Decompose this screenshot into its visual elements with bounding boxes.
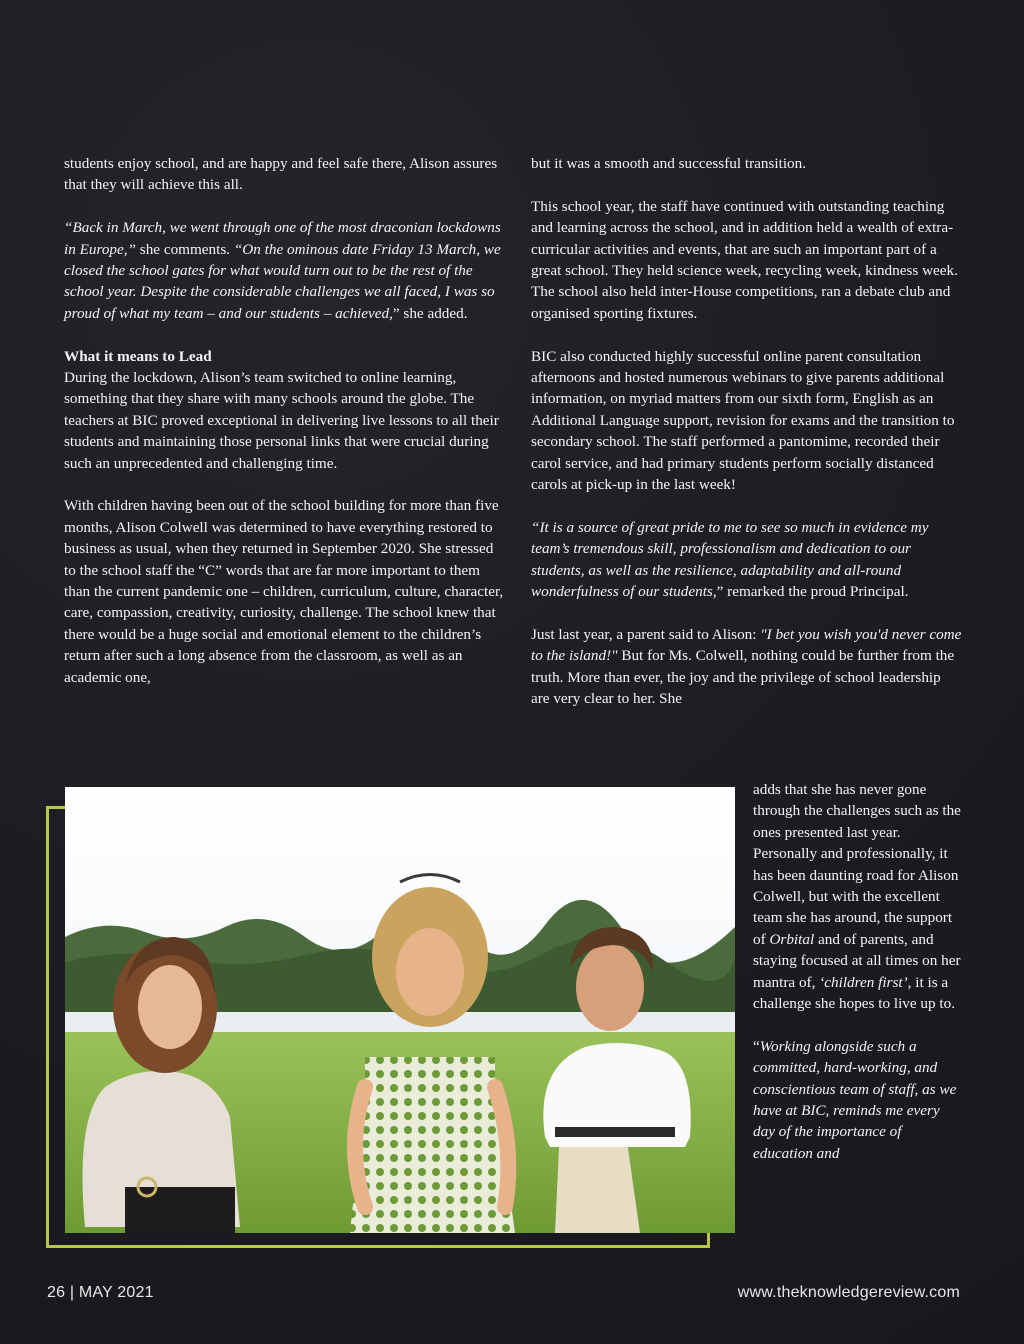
website-link[interactable]: www.theknowledgereview.com bbox=[737, 1284, 960, 1301]
paragraph: This school year, the staff have continued with outstanding teaching and learning across the school, and in addition held a wealth of extra-curricular activities and events, that are such an important part of a great school. They held science week, recycling week, kindness week. The school also held inter-House competitions, ran a debate club and organised sporting fixtures. bbox=[531, 197, 958, 322]
paragraph-text: But for Ms. Colwell, nothing could be further from the truth. More than ever, the joy and the privilege of school leadership are very clear to her. She bbox=[531, 647, 955, 708]
paragraph-text: adds that she has never gone through the challenges such as the ones presented last year. Personally and professionally, it has been daunting road for Alison Colwell, but with the excellent team she has around, the support of bbox=[753, 781, 961, 948]
quote-text: “On the ominous date Friday 13 March, we closed the school gates for what would turn out to be the rest of the school year. Despite the considerable challenges we all faced, I was so proud of what my team – and our students – achieved, bbox=[64, 240, 501, 322]
paragraph: BIC also conducted highly successful online parent consultation afternoons and hosted numerous webinars to give parents additional information, on myriad matters from our sixth form, English as an Additional Language support, revision for exams and the transition to secondary school. The staff performed a pantomime, recorded their carol service, and had primary students perform socially distanced carols at pick-up in the last week! bbox=[531, 347, 955, 494]
paragraph bbox=[531, 624, 963, 710]
quote-mark: “ bbox=[753, 1037, 760, 1055]
article-column-left bbox=[64, 153, 504, 688]
paragraph-text: ” she added. bbox=[392, 304, 468, 322]
article-column-right bbox=[531, 153, 963, 710]
paragraph: but it was a smooth and successful transition. bbox=[531, 155, 807, 172]
paragraph-quote bbox=[64, 217, 504, 324]
quote-text: “Back in March, we went through one of the most draconian lockdowns in Europe,” bbox=[64, 219, 501, 258]
mantra-text: ‘children first’ bbox=[819, 973, 908, 991]
photo-illustration bbox=[65, 787, 735, 1233]
paragraph-quote bbox=[753, 1036, 965, 1164]
paragraph-text: and of parents, and staying focused at all times on her mantra of, bbox=[753, 930, 961, 991]
paragraph-quote bbox=[531, 517, 963, 603]
section bbox=[64, 346, 504, 474]
section-heading: What it means to Lead bbox=[64, 347, 212, 365]
quote-text: “It is a source of great pride to me to see so much in evidence my team’s tremendous skill, professionalism and dedication to our students, as well as the resilience, adaptability and all-round wonderfulness of our students, bbox=[531, 518, 929, 601]
publication-name: Orbital bbox=[769, 930, 815, 948]
paragraph-text: she comments. bbox=[136, 240, 234, 258]
paragraph: With children having been out of the school building for more than five months, Alison Colwell was determined to have everything restored to business as usual, when they returned in September 2020. She stressed to the school staff the “C” words that are far more important to them than the current pandemic one – children, curriculum, culture, character, care, compassion, creativity, curiosity, challenge. The school knew that there would be a huge social and emotional element to the children’s return after such a long absence from the classroom, as well as an academic one, bbox=[64, 497, 504, 686]
quote-text: Working alongside such a committed, hard-working, and conscientious team of staff, as we have at BIC, reminds me every day of the importance of education and bbox=[753, 1037, 957, 1162]
paragraph-text: Just last year, a parent said to Alison: bbox=[531, 625, 761, 643]
quote-text: "I bet you wish you'd never come to the island!" bbox=[531, 625, 962, 665]
paragraph bbox=[753, 779, 965, 1014]
paragraph-text: During the lockdown, Alison’s team switched to online learning, something that they share with many schools around the globe. The teachers at BIC proved exceptional in delivering live lessons to all their students and maintaining those personal links that were crucial during such an unprecedented and challenging time. bbox=[64, 369, 499, 472]
article-photo bbox=[65, 787, 735, 1233]
page-number: 26 | MAY 2021 bbox=[47, 1284, 154, 1301]
paragraph-text: ” remarked the proud Principal. bbox=[716, 583, 909, 601]
paragraph: students enjoy school, and are happy and feel safe there, Alison assures that they will achieve this all. bbox=[64, 155, 498, 194]
article-column-narrow bbox=[753, 779, 965, 1164]
paragraph-text: , it is a challenge she hopes to live up to. bbox=[753, 973, 956, 1013]
